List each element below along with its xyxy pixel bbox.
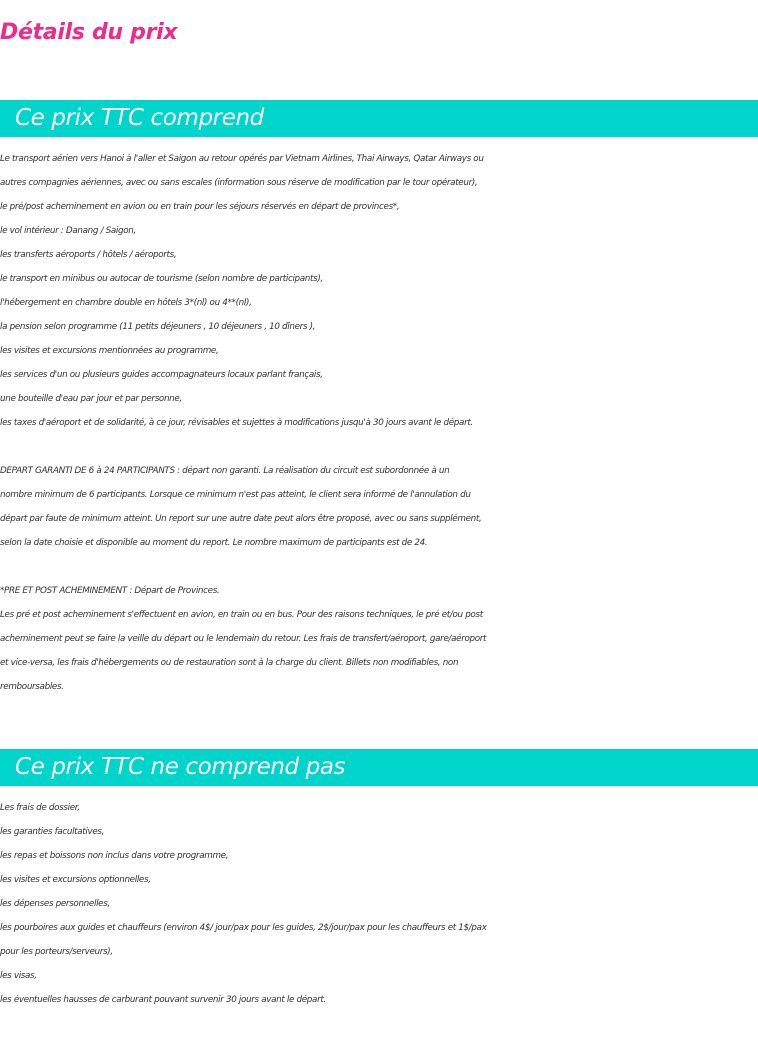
included-line: les visites et excursions mentionnées au programme,: [0, 346, 219, 356]
included-line: une bouteille d'eau par jour et par personne,: [0, 394, 182, 404]
spacer: [0, 555, 758, 579]
excluded-line: Les frais de dossier,: [0, 803, 80, 813]
included-line: les services d'un ou plusieurs guides accompagnateurs locaux parlant français,: [0, 370, 323, 380]
acheminement-line: acheminement peut se faire la veille du départ ou le lendemain du retour. Les frais de transfert/aéroport, gare/aéroport: [0, 634, 487, 644]
included-section-heading: Ce prix TTC comprend: [0, 100, 758, 137]
excluded-line: les dépenses personnelles,: [0, 899, 110, 909]
depart-line: DEPART GARANTI DE 6 à 24 PARTICIPANTS : départ non garanti. La réalisation du circuit est subordonnée à un: [0, 466, 450, 476]
excluded-line: les éventuelles hausses de carburant pouvant survenir 30 jours avant le départ.: [0, 995, 326, 1005]
excluded-line: les visas,: [0, 971, 37, 981]
excluded-section-heading: Ce prix TTC ne comprend pas: [0, 749, 758, 786]
depart-line: selon la date choisie et disponible au moment du report. Le nombre maximum de participants est de 24.: [0, 538, 428, 548]
page-title: Détails du prix: [0, 20, 178, 45]
included-line: la pension selon programme (11 petits déjeuners , 10 déjeuners , 10 dîners ),: [0, 322, 316, 332]
included-line: Le transport aérien vers Hanoi à l'aller et Saigon au retour opérés par Vietnam Airlines, Thai Airways, Qatar Airways ou: [0, 154, 484, 164]
depart-line: départ par faute de minimum atteint. Un report sur une autre date peut alors être proposé, avec ou sans supplément,: [0, 514, 482, 524]
included-line: le transport en minibus ou autocar de tourisme (selon nombre de participants),: [0, 274, 323, 284]
excluded-line: les garanties facultatives,: [0, 827, 105, 837]
included-line: les transferts aéroports / hôtels / aéroports,: [0, 250, 177, 260]
included-line: l'hébergement en chambre double en hôtels 3*(nl) ou 4**(nl),: [0, 298, 252, 308]
included-line: autres compagnies aériennes, avec ou sans escales (information sous réserve de modification par le tour opérateur),: [0, 178, 478, 188]
excluded-line: les repas et boissons non inclus dans votre programme,: [0, 851, 229, 861]
depart-line: nombre minimum de 6 participants. Lorsque ce minimum n'est pas atteint, le client sera informé de l'annulation du: [0, 490, 471, 500]
excluded-list: [0, 796, 758, 1012]
acheminement-line: *PRE ET POST ACHEMINEMENT : Départ de Provinces.: [0, 586, 220, 596]
acheminement-line: remboursables.: [0, 682, 64, 692]
included-line: le pré/post acheminement en avion ou en train pour les séjours réservés en départ de provinces*,: [0, 202, 400, 212]
acheminement-line: et vice-versa, les frais d'hébergements ou de restauration sont à la charge du client. Billets non modifiables, non: [0, 658, 459, 668]
spacer: [0, 435, 758, 459]
excluded-line: les pourboires aux guides et chauffeurs (environ 4$/ jour/pax pour les guides, 2$/jour/pax pour les chauffeurs et 1$/pax: [0, 923, 487, 933]
excluded-line: pour les porteurs/serveurs),: [0, 947, 113, 957]
acheminement-line: Les pré et post acheminement s'effectuent en avion, en train ou en bus. Pour des raisons techniques, le pré et/ou post: [0, 610, 483, 620]
included-list: [0, 147, 758, 699]
excluded-line: les visites et excursions optionnelles,: [0, 875, 151, 885]
included-line: le vol intérieur : Danang / Saigon,: [0, 226, 136, 236]
included-line: les taxes d'aéroport et de solidarité, à ce jour, révisables et sujettes à modifications jusqu'à 30 jours avant le départ.: [0, 418, 473, 428]
